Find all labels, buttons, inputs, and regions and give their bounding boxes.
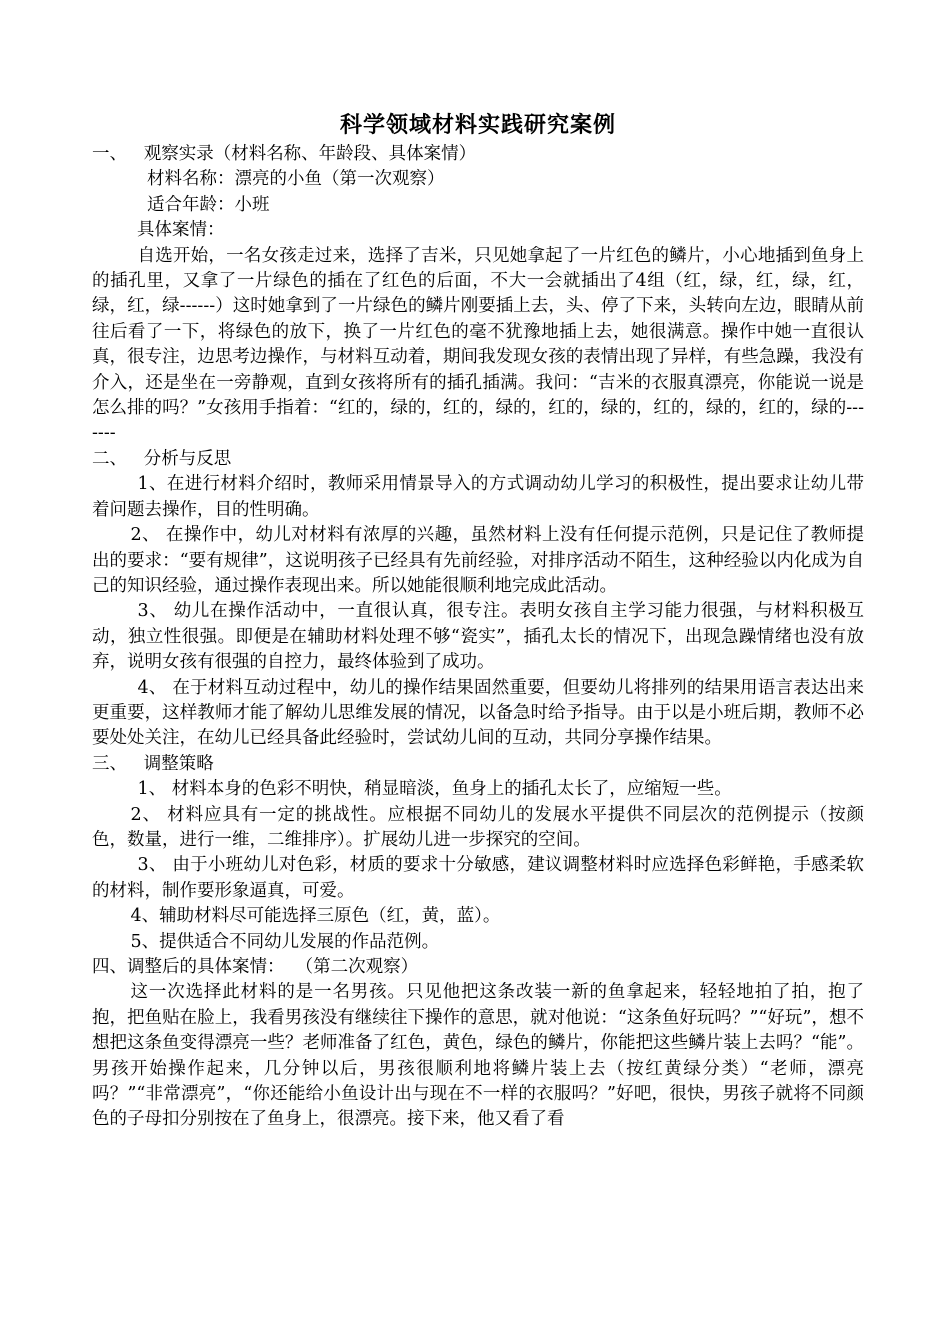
section-3-heading: 三、 调整策略	[92, 753, 214, 774]
document-title: 科学领域材料实践研究案例	[339, 112, 616, 138]
strategy-paragraph-4: 4、辅助材料尽可能选择三原色（红，黄，蓝）。	[130, 906, 501, 927]
suitable-age: 适合年龄：小班	[147, 194, 270, 215]
strategy-paragraph-5: 5、提供适合不同幼儿发展的作品范例。	[130, 931, 440, 952]
case-label: 具体案情：	[137, 220, 225, 241]
second-observation-paragraph: 这一次选择此材料的是一名男孩。只见他把这条改装一新的鱼拿起来，轻轻地拍了拍，抱了抱，把鱼贴在脸上，我看男孩没有继续往下操作的意思，就对他说：“这条鱼好玩吗？”“好玩”，想不想把这条鱼变得漂亮一些？老师准备了红色，黄色，绿色的鳞片，你能把这些鳞片装上去吗？“能”。男孩开始操作起来，几分钟以后，男孩很顺利地将鳞片装上去（按红黄绿分类）“老师，漂亮吗？”“非常漂亮”，“你还能给小鱼设计出与现在不一样的衣服吗？”好吧，很快，男孩子就将不同颜色的子母扣分别按在了鱼身上，很漂亮。接下来，他又看了看	[92, 982, 864, 1130]
section-2-heading: 二、 分析与反思	[92, 448, 232, 469]
document-page	[92, 108, 864, 1133]
section-4-heading: 四、调整后的具体案情： （第二次观察）	[92, 957, 419, 977]
analysis-paragraph-1: 1、在进行材料介绍时，教师采用情景导入的方式调动幼儿学习的积极性，提出要求让幼儿带着问题去操作，目的性明确。	[92, 474, 864, 520]
case-paragraph: 自选开始，一名女孩走过来，选择了吉米，只见她拿起了一片红色的鳞片，小心地插到鱼身上的插孔里，又拿了一片绿色的插在了红色的后面，不大一会就插出了4组（红，绿，红，绿，红，绿，红，绿------）这时她拿到了一片绿色的鳞片刚要插上去，头、停了下来，头转向左边，眼睛从前往后看了一下，将绿色的放下，换了一片红色的毫不犹豫地插上去，她很满意。操作中她一直很认真，很专注，边思考边操作，与材料互动着，期间我发现女孩的表情出现了异样，有些急躁，我没有介入，还是坐在一旁静观，直到女孩将所有的插孔插满。我问：“吉米的衣服真漂亮，你能说一说是怎么排的吗？”女孩用手指着：“红的，绿的，红的，绿的，红的，绿的，红的，绿的，红的，绿的-------	[92, 245, 864, 444]
section-1-heading: 一、 观察实录（材料名称、年龄段、具体案情）	[92, 144, 477, 164]
analysis-paragraph-2: 2、 在操作中，幼儿对材料有浓厚的兴趣，虽然材料上没有任何提示范例，只是记住了教师提出的要求：“要有规律”，这说明孩子已经具有先前经验，对排序活动不陌生，这种经验以内化成为自己的知识经验，通过操作表现出来。所以她能很顺利地完成此活动。	[92, 525, 864, 596]
material-name: 材料名称：漂亮的小鱼（第一次观察）	[147, 169, 445, 190]
analysis-paragraph-4: 4、 在于材料互动过程中，幼儿的操作结果固然重要，但要幼儿将排列的结果用语言表达出来更重要，这样教师才能了解幼儿思维发展的情况，以备急时给予指导。由于以是小班后期，教师不必要处处关注，在幼儿已经具备此经验时，尝试幼儿间的互动，共同分享操作结果。	[92, 677, 864, 749]
analysis-paragraph-3: 3、 幼儿在操作活动中，一直很认真，很专注。表明女孩自主学习能力很强，与材料积极互动，独立性很强。即便是在辅助材料处理不够“瓷实”，插孔太长的情况下，出现急躁情绪也没有放弃，说明女孩有很强的自控力，最终体验到了成功。	[92, 601, 864, 673]
strategy-paragraph-3: 3、 由于小班幼儿对色彩，材质的要求十分敏感，建议调整材料时应选择色彩鲜艳，手感柔软的材料，制作要形象逼真，可爱。	[92, 855, 864, 901]
strategy-paragraph-2: 2、 材料应具有一定的挑战性。应根据不同幼儿的发展水平提供不同层次的范例提示（按颜色，数量，进行一维，二维排序）。扩展幼儿进一步探究的空间。	[92, 804, 864, 850]
strategy-paragraph-1: 1、 材料本身的色彩不明快，稍显暗淡，鱼身上的插孔太长了，应缩短一些。	[137, 779, 732, 800]
